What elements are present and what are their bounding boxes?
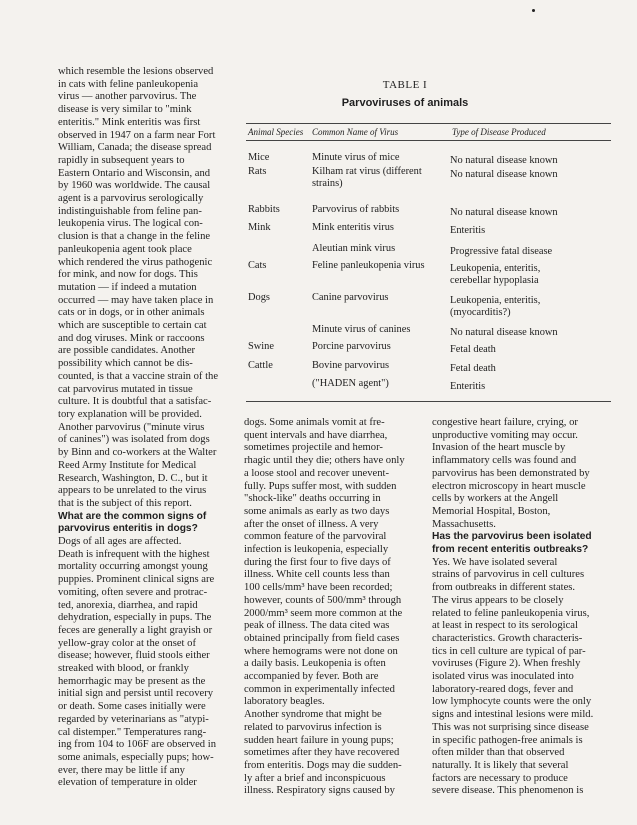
- text-line: feces are generally a light grayish or: [58, 624, 213, 636]
- text-line: rapidly in subsequent years to: [58, 154, 185, 166]
- table-cell-disease: [450, 207, 558, 219]
- table-cell-disease: [450, 155, 558, 167]
- text-line: Reed Army Institute for Medical: [58, 459, 197, 471]
- text-line: Another syndrome that might be: [244, 709, 382, 721]
- table-subtitle: Parvoviruses of animals: [341, 97, 469, 109]
- text-line: quent intervals and have diarrhea,: [244, 429, 388, 441]
- text-line: dehydration, especially in pups. The: [58, 612, 212, 624]
- table-cell-disease-line: Leukopenia, enteritis,: [450, 295, 541, 306]
- table-header-rule: [246, 140, 611, 141]
- text-line: congestive heart failure, crying, or: [432, 417, 578, 428]
- table-cell-disease-line: (myocarditis?): [450, 307, 511, 318]
- text-line: in specific pathogen-free animals is: [432, 734, 583, 746]
- text-line: a loose stool and recover unevent-: [244, 467, 390, 479]
- text-line: leukopenia virus. The logical con-: [58, 218, 203, 230]
- table-cell-disease: [450, 327, 558, 339]
- text-line: Death is infrequent with the highest: [58, 548, 210, 560]
- table-cell-virus-line: Parvovirus of rabbits: [312, 204, 400, 215]
- table-cell-virus: [312, 324, 410, 336]
- text-line: that is the subject of this report.: [58, 497, 192, 509]
- text-line: accompanied by fever. Both are: [244, 671, 379, 683]
- text-line: disease; however, fluid stools either: [58, 650, 210, 662]
- text-line: This was not surprising since disease: [432, 721, 589, 733]
- section-heading-line: Has the parvovirus been isolated: [432, 531, 592, 543]
- text-line: parvovirus has been demonstrated by: [432, 467, 590, 479]
- table-cell-disease: [450, 225, 485, 237]
- text-line: laboratory-reared dogs, fever and: [432, 683, 574, 695]
- text-line: common feature of the parvoviral: [244, 531, 387, 543]
- ink-speck: [532, 9, 535, 12]
- table-cell-species: Mice: [248, 152, 270, 163]
- text-line: agent is a parvovirus serologically: [58, 193, 204, 205]
- table-cell-disease-line: No natural disease known: [450, 207, 558, 218]
- text-line: isolated virus was inoculated into: [432, 671, 574, 683]
- table-cell-disease: [450, 381, 485, 393]
- text-line: a daily basis. Leukopenia is often: [244, 658, 386, 670]
- text-line: enteritis." Mink enteritis was first: [58, 116, 201, 128]
- text-line: at least in respect to its serological: [432, 620, 578, 632]
- text-line: clusion is that a change in the feline: [58, 231, 211, 243]
- text-line: low lymphocyte counts were the only: [432, 696, 592, 708]
- text-line: mortality occurring amongst young: [58, 561, 208, 573]
- header-virus: Common Name of Virus: [312, 127, 399, 137]
- table-cell-virus: [312, 378, 389, 390]
- text-column-1: [58, 66, 230, 790]
- table-cell-virus: [312, 152, 399, 164]
- text-line: virus — another parvovirus. The: [58, 91, 197, 103]
- table-cell-virus-line: Kilham rat virus (different: [312, 166, 422, 177]
- table-cell-virus-line: Porcine parvovirus: [312, 341, 391, 352]
- header-species: Animal Species: [248, 127, 304, 137]
- text-line: of canines") was isolated from dogs: [58, 434, 210, 446]
- table-cell-virus: [312, 341, 391, 353]
- text-line: which resemble the lesions observed: [58, 66, 214, 77]
- text-line: panleukopenia agent took place: [58, 243, 192, 255]
- text-line: from enteritis. Dogs may die sudden-: [244, 759, 402, 771]
- text-line: possibility which cannot be dis-: [58, 358, 193, 370]
- text-line: which rendered the virus pathogenic: [58, 256, 213, 268]
- text-line: appears to be unrelated to the virus: [58, 485, 207, 497]
- text-line: Another parvovirus ("minute virus: [58, 421, 205, 433]
- text-line: electron microscopy in heart muscle: [432, 480, 586, 492]
- table-cell-virus-line: Bovine parvovirus: [312, 360, 390, 371]
- table-cell-virus: [312, 292, 388, 304]
- table-cell-species: Rabbits: [248, 204, 280, 215]
- text-line: 2000/mm³ seem more common at the: [244, 607, 403, 619]
- text-line: tory explanation will be provided.: [58, 408, 202, 420]
- table-cell-disease: [450, 169, 558, 181]
- table-cell-species: Mink: [248, 222, 271, 233]
- text-line: by Binn and co-workers at the Walter: [58, 447, 217, 459]
- table-cell-disease-line: No natural disease known: [450, 169, 558, 180]
- section-heading-line: What are the common signs of: [58, 510, 207, 522]
- text-line: The virus appears to be closely: [432, 594, 564, 606]
- text-line: yellow-gray color at the onset of: [58, 637, 196, 649]
- table-bottom-rule: [246, 401, 611, 402]
- table-cell-disease-line: Progressive fatal disease: [450, 246, 553, 257]
- text-line: however, counts of 500/mm³ through: [244, 594, 402, 606]
- table-cell-virus-line: Mink enteritis virus: [312, 222, 394, 233]
- table-cell-virus-line: Minute virus of mice: [312, 152, 400, 163]
- table-cell-virus: [312, 243, 395, 255]
- text-line: strains of parvovirus in cell cultures: [432, 569, 585, 581]
- text-line: initial sign and persist until recovery: [58, 688, 214, 700]
- text-line: puppies. Prominent clinical signs are: [58, 574, 215, 586]
- text-column-3: [432, 417, 604, 798]
- text-line: cells by workers at the Angell: [432, 493, 559, 505]
- text-line: obtained principally from field cases: [244, 632, 400, 644]
- text-line: unproductive vomiting may occur.: [432, 429, 578, 441]
- text-line: after the onset of illness. A very: [244, 518, 379, 530]
- text-line: occurred — may have taken place in: [58, 294, 214, 306]
- text-line: regarded by veterinarians as "atypi-: [58, 713, 209, 725]
- table-cell-species: Swine: [248, 341, 274, 352]
- text-line: illness. White cell counts less than: [244, 569, 390, 581]
- text-line: cats or in dogs, or in other animals: [58, 307, 205, 319]
- text-line: "shock-like" deaths occurring in: [244, 493, 381, 505]
- table-cell-virus: [312, 204, 399, 216]
- table-cell-disease: [450, 363, 496, 375]
- text-line: cat parvovirus mutated in tissue: [58, 383, 193, 395]
- text-line: where hemograms were not done on: [244, 645, 398, 657]
- text-line: ly after a brief and inconspicuous: [244, 772, 386, 784]
- table-cell-virus: [312, 260, 425, 272]
- text-line: illness. Respiratory signs caused by: [244, 785, 395, 797]
- text-line: ted, anorexia, diarrhea, and rapid: [58, 599, 198, 611]
- text-line: severe disease. This phenomenon is: [432, 785, 584, 797]
- table-cell-disease: [450, 295, 540, 319]
- text-line: often milder than that observed: [432, 747, 565, 759]
- table-cell-disease: [450, 344, 496, 356]
- text-line: infection is leukopenia, especially: [244, 544, 389, 556]
- text-line: inflammatory cells was found and: [432, 455, 577, 467]
- text-line: Dogs of all ages are affected.: [58, 536, 182, 548]
- text-line: peak of illness. The data cited was: [244, 620, 390, 632]
- text-line: some animals as early as two days: [244, 505, 390, 517]
- text-line: some animals, especially pups; how-: [58, 751, 214, 763]
- text-line: sometimes after they have recovered: [244, 747, 400, 759]
- text-line: sometimes projectile and hemor-: [244, 442, 383, 454]
- text-line: sudden heart failure in young pups;: [244, 734, 394, 746]
- table-cell-virus-line: Canine parvovirus: [312, 292, 389, 303]
- text-line: culture. It is doubtful that a satisfac-: [58, 396, 212, 408]
- table-cell-species: Cats: [248, 260, 267, 271]
- text-line: and dog viruses. Mink or raccoons: [58, 332, 205, 344]
- text-line: 100 cells/mm³ have been recorded;: [244, 582, 393, 594]
- text-line: during the first four to five days of: [244, 556, 391, 568]
- text-line: voviruses (Figure 2). When freshly: [432, 658, 581, 670]
- text-line: naturally. It is likely that several: [432, 759, 569, 771]
- text-line: hemorrhagic may be present as the: [58, 675, 206, 687]
- table-cell-species: Cattle: [248, 360, 273, 371]
- text-line: ever, there may be little if any: [58, 764, 185, 776]
- text-line: from outbreaks in different states.: [432, 582, 576, 594]
- table-cell-disease-line: Enteritis: [450, 381, 486, 392]
- text-line: dogs. Some animals vomit at fre-: [244, 417, 385, 428]
- text-line: rhagic until they die; others have only: [244, 455, 405, 467]
- table-cell-virus-line: strains): [312, 178, 343, 189]
- text-line: Yes. We have isolated several: [432, 556, 558, 568]
- text-line: factors are necessary to produce: [432, 772, 568, 784]
- text-line: Invasion of the heart muscle by: [432, 442, 566, 454]
- text-line: characteristics. Growth characteris-: [432, 632, 583, 644]
- text-line: Massachusetts.: [432, 518, 496, 530]
- text-line: or death. Some cases initially were: [58, 701, 206, 713]
- text-line: are possible candidates. Another: [58, 345, 196, 357]
- text-line: in cats with feline panleukopenia: [58, 78, 199, 90]
- text-line: ing from 104 to 106F are observed in: [58, 739, 216, 751]
- text-line: elevation of temperature in older: [58, 777, 197, 789]
- table-cell-disease: [450, 263, 540, 287]
- table-cell-species: Dogs: [248, 292, 270, 303]
- table-cell-species: Rats: [248, 166, 267, 177]
- table-cell-virus-line: Minute virus of canines: [312, 324, 411, 335]
- text-column-2: [244, 417, 417, 798]
- text-line: common in experimentally infected: [244, 683, 395, 695]
- text-line: signs and intestinal lesions were mild.: [432, 709, 594, 721]
- text-line: observed in 1947 on a farm near Fort: [58, 129, 216, 141]
- text-line: tics in cell culture are typical of par-: [432, 645, 586, 657]
- text-line: indistinguishable from feline pan-: [58, 205, 202, 217]
- header-disease: Type of Disease Produced: [452, 127, 546, 137]
- table-cell-disease-line: Leukopenia, enteritis,: [450, 263, 541, 274]
- section-heading-line: from recent enteritis outbreaks?: [432, 544, 589, 556]
- text-line: Eastern Ontario and Wisconsin, and: [58, 167, 211, 179]
- text-line: Memorial Hospital, Boston,: [432, 505, 551, 517]
- text-line: cal distemper." Temperatures rang-: [58, 726, 207, 738]
- table-cell-disease-line: Fetal death: [450, 363, 496, 374]
- text-line: disease is very similar to "mink: [58, 104, 192, 116]
- text-line: mutation — if indeed a mutation: [58, 281, 197, 293]
- table-cell-virus-line: Feline panleukopenia virus: [312, 260, 425, 271]
- text-line: for mink, and now for dogs. This: [58, 269, 198, 281]
- text-line: which are susceptible to certain cat: [58, 320, 207, 332]
- table-cell-disease: [450, 246, 552, 258]
- text-line: related to feline panleukopenia virus,: [432, 607, 590, 619]
- table-cell-virus: [312, 360, 389, 372]
- table-cell-disease-line: No natural disease known: [450, 155, 558, 166]
- table-cell-disease-line: Fetal death: [450, 344, 496, 355]
- text-line: William, Canada; the disease spread: [58, 142, 212, 154]
- section-heading-line: parvovirus enteritis in dogs?: [58, 523, 198, 535]
- text-line: related to parvovirus infection is: [244, 721, 382, 733]
- table-cell-disease-line: No natural disease known: [450, 327, 558, 338]
- table-cell-virus-line: Aleutian mink virus: [312, 243, 396, 254]
- text-line: by 1960 was worldwide. The causal: [58, 180, 211, 192]
- table-title: TABLE I: [382, 79, 428, 91]
- text-line: fully. Pups suffer most, with sudden: [244, 480, 397, 492]
- text-line: Research, Washington, D. C., but it: [58, 472, 208, 484]
- table-cell-virus-line: ("HADEN agent"): [312, 378, 389, 389]
- table-top-rule: [246, 123, 611, 124]
- text-line: streaked with blood, or frankly: [58, 663, 189, 675]
- text-line: laboratory beagles.: [244, 696, 325, 708]
- table-cell-disease-line: Enteritis: [450, 225, 486, 236]
- table-cell-disease-line: cerebellar hypoplasia: [450, 275, 539, 286]
- table-cell-virus: [312, 222, 394, 234]
- text-line: counted, is that a vaccine strain of the: [58, 370, 219, 382]
- table-cell-virus: [312, 166, 422, 190]
- text-line: vomiting, often severe and protrac-: [58, 586, 208, 598]
